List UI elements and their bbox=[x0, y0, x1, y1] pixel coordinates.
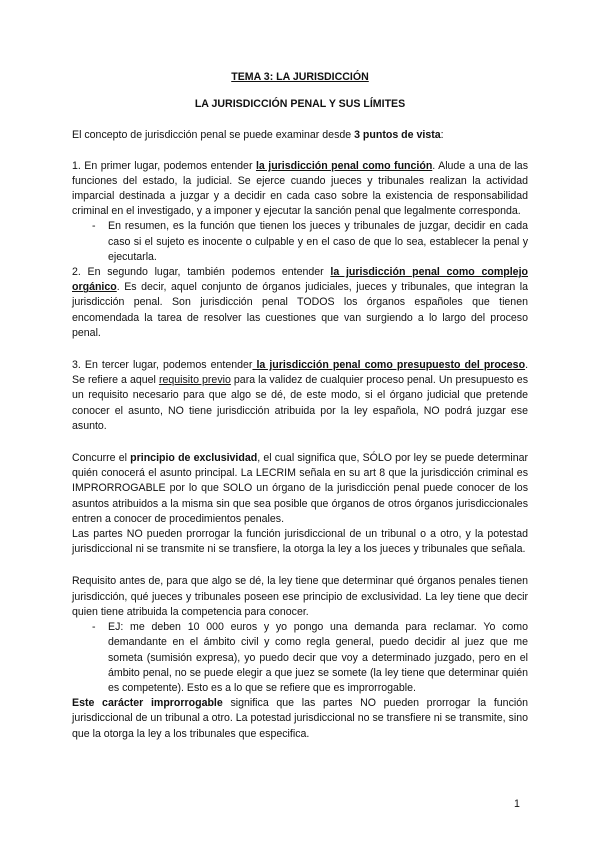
intro-bold: 3 puntos de vista bbox=[354, 129, 441, 142]
point-2-paragraph bbox=[72, 265, 528, 341]
improrrogable-text: significa que las partes NO pueden prorrogar la función jurisdiccional de un tribunal a otro. La potestad jurisdiccional no se transfiere ni se transmite, sino que la otorga la ley a los tribunales que especifica. bbox=[72, 697, 529, 740]
exclusividad-text: , el cual significa que, SÓLO por ley se puede determinar quién conocerá el asunto principal. La LECRIM señala en su art 8 que la jurisdicción criminal es IMPRORROGABLE por lo que SOLO un órgano de la jurisdicción penal puede conocer de los asuntos atribuidos a la misma sin que sea posible que órganos de otros órganos jurisdiccionales entren a conocer de procedimientos penales. bbox=[72, 452, 529, 525]
point-2-heading: la jurisdicción penal como complejo orgánico bbox=[72, 266, 528, 294]
improrrogable-bold: Este carácter improrrogable bbox=[72, 697, 223, 710]
exclusividad-bold: principio de exclusividad bbox=[130, 452, 258, 465]
document-subtitle: LA JURISDICCIÓN PENAL Y SUS LÍMITES bbox=[194, 98, 406, 111]
point-1-paragraph bbox=[72, 159, 528, 220]
point-2-lead: 2. En segundo lugar, también podemos entender bbox=[72, 266, 331, 279]
point-3-paragraph bbox=[72, 358, 528, 434]
improrrogable-paragraph bbox=[72, 696, 528, 742]
document-body bbox=[72, 70, 528, 742]
point-1-text: . Alude a una de las funciones del estado, la judicial. Se ejerce cuando jueces y tribunales realizan la actividad imparcial destinada a juzgar y a decidir en cada caso sobre la existencia de responsabilidad criminal en el investigado, y a imponer y ejecutar la sanción penal que legalmente corresponda. bbox=[72, 159, 528, 218]
example-list bbox=[72, 620, 528, 696]
point-1-bullet: - En resumen, es la función que tienen los jueces y tribunales de juzgar, decidir en cada caso si el sujeto es inocente o culpable y en el caso de que lo sea, establecer la penal y ejecutarla. bbox=[108, 219, 528, 265]
example-bullet: - EJ: me deben 10 000 euros y yo pongo una demanda para reclamar. Yo como demandante en el ámbito civil y como regla general, puedo decidir al juez que me someta (sumisión expresa), yo puedo decir que voy a determinado juzgado, pero en el ámbito penal, no se puede elegir a que juez se somete (la ley tiene que determinar quién es competente). Esto es a lo que se refiere que es improrrogable. bbox=[108, 620, 528, 696]
partes-paragraph: Las partes NO pueden prorrogar la función jurisdiccional de un tribunal o a otro, y la potestad jurisdiccional ni se transmite ni se transfiere, la otorga la ley a los jueces y tribunales que señala. bbox=[72, 528, 528, 556]
page-number: 1 bbox=[514, 798, 520, 810]
exclusividad-lead: Concurre el bbox=[72, 452, 131, 465]
point-3-lead: 3. En tercer lugar, podemos entender bbox=[72, 359, 253, 372]
point-3-heading: la jurisdicción penal como presupuesto del proceso bbox=[252, 359, 526, 372]
point-1-list bbox=[72, 219, 528, 265]
point-3-text: para la validez de cualquier proceso penal. Un presupuesto es un requisito necesario para que algo se dé, de este modo, si el órgano judicial que pretende conocer el asunto, NO tiene jurisdicción atribuida por la ley española, NO podrá juzgar ese asunto. bbox=[72, 374, 528, 432]
intro-text: El concepto de jurisdicción penal se puede examinar desde bbox=[72, 129, 355, 142]
intro-end: : bbox=[440, 129, 444, 142]
requisito-paragraph: Requisito antes de, para que algo se dé, la ley tiene que determinar qué órganos penales tienen jurisdicción, qué jueces y tribunales poseen ese principio de exclusividad. La ley tiene que decir quien tiene atribuida la competencia para conocer. bbox=[72, 575, 528, 618]
point-1-heading: la jurisdicción penal como función bbox=[255, 159, 433, 172]
point-3-mid: . Se refiere a aquel bbox=[72, 359, 529, 387]
document-title: TEMA 3: LA JURISDICCIÓN bbox=[231, 71, 369, 83]
intro-paragraph bbox=[72, 128, 528, 143]
point-2-text: . Es decir, aquel conjunto de órganos judiciales, jueces y tribunales, que integran la jurisdicción penal. Son jurisdicción penal TODOS los órganos españoles que tienen encomendada la tarea de resolver las cuestiones que van surgiendo a lo largo del proceso penal. bbox=[72, 281, 528, 339]
requisito-previo-underline: requisito previo bbox=[158, 374, 231, 387]
point-1-lead: 1. En primer lugar, podemos entender bbox=[72, 159, 256, 172]
exclusividad-paragraph bbox=[72, 451, 528, 527]
